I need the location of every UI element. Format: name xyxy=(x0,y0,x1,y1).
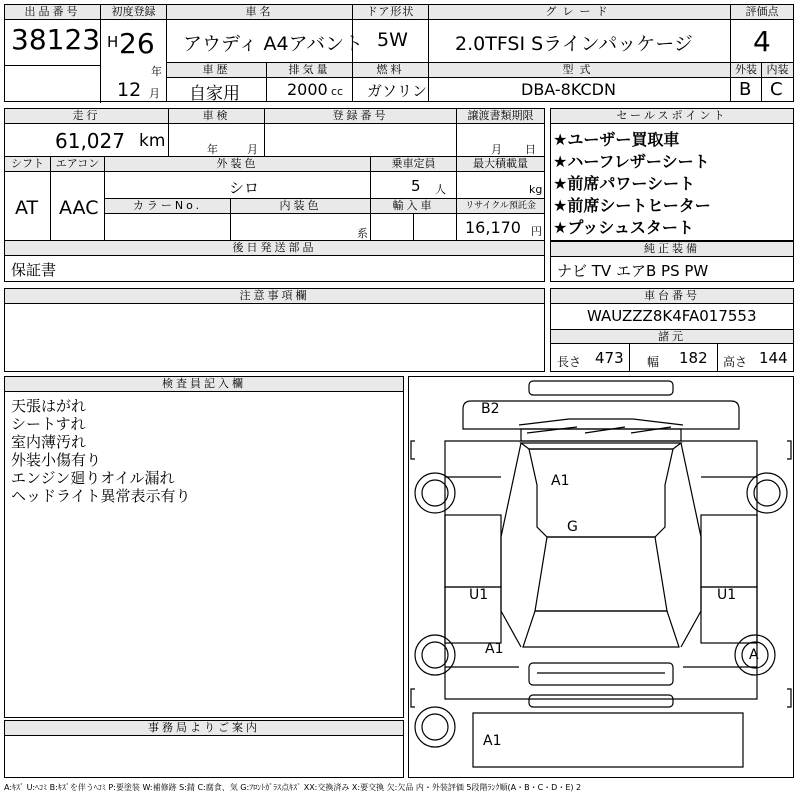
first-registration-label: 初度登録 xyxy=(101,5,166,20)
mileage-label: 走行 xyxy=(5,109,168,124)
chassis-number: WAUZZZ8K4FA017553 xyxy=(587,307,757,325)
car-diagram xyxy=(409,377,793,777)
recycle-cell xyxy=(457,199,544,241)
later-parts-label: 後日発送部品 xyxy=(5,241,544,256)
max-load-label: 最大積載量 xyxy=(457,157,544,172)
displacement-label: 排気量 xyxy=(267,63,352,78)
score: 4 xyxy=(753,25,771,58)
wiper-lines xyxy=(527,427,671,433)
mark-a1-roof: A1 xyxy=(551,473,570,489)
import-cell xyxy=(371,199,457,241)
sales-point-2: ★ハーフレザーシート xyxy=(553,152,710,171)
exterior-label: 外装 xyxy=(731,63,761,78)
displacement-unit: cc xyxy=(331,85,344,98)
score-label: 評価点 xyxy=(731,5,793,20)
left-pillar xyxy=(501,443,521,647)
recycle-fee: 16,170 xyxy=(465,218,521,237)
ac-cell xyxy=(51,157,105,241)
details-box xyxy=(4,108,545,282)
front-right-door xyxy=(701,515,757,587)
sales-point-3: ★前席パワーシート xyxy=(553,174,696,193)
inspector-note-1: 天張はがれ xyxy=(11,397,87,415)
sales-points-box xyxy=(550,108,794,241)
int-color-cell xyxy=(231,199,371,241)
exterior-grade: B xyxy=(739,79,752,100)
car-name: アウディ A4アバント xyxy=(183,33,364,55)
history-cell xyxy=(167,63,267,104)
right-pillar xyxy=(681,443,701,647)
transfer-deadline-label: 譲渡書類期限 xyxy=(457,109,544,124)
rear-left-wheel xyxy=(415,635,455,675)
lot-number-cell xyxy=(5,5,101,65)
max-load-unit: kg xyxy=(529,183,543,196)
fuel-label: 燃料 xyxy=(353,63,428,78)
mark-a1-bottom: A1 xyxy=(483,733,502,749)
shift-cell xyxy=(5,157,51,241)
reg-month: 12 xyxy=(117,79,142,101)
int-color-unit: 系 xyxy=(357,227,368,240)
brackets-top xyxy=(411,441,791,459)
inspection-cell xyxy=(169,109,265,157)
inspection-label: 車検 xyxy=(169,109,264,124)
caution-label: 注意事項欄 xyxy=(5,289,544,304)
vehicle-header xyxy=(4,4,794,102)
lot-blank-cell xyxy=(5,65,101,103)
mark-u1-left: U1 xyxy=(469,587,489,603)
car-name-cell xyxy=(167,5,364,63)
equipment-label: 純正装備 xyxy=(551,242,793,257)
ext-color-label: 外装色 xyxy=(105,157,370,172)
capacity-cell xyxy=(371,157,457,199)
mileage: 61,027 xyxy=(55,129,125,153)
capacity: 5 xyxy=(411,177,421,195)
shift-label: シフト xyxy=(5,157,50,172)
registration-number-label: 登録番号 xyxy=(265,109,456,124)
ext-color-cell xyxy=(105,157,371,199)
length-label: 長さ xyxy=(557,355,582,369)
grade-cell xyxy=(429,5,731,63)
interior-label: 内装 xyxy=(762,63,793,78)
legend: A:ｷｽﾞ U:ﾍｺﾐ B:ｷｽﾞを伴うﾍｺﾐ P:要塗装 W:補修跡 S:錆 C:腐食、気 G:ﾌﾛﾝﾄｶﾞﾗｽ点ｷｽﾞ XX:交換済み X:要交換 欠:欠品 内・外装評価 5段階ﾗﾝｸ順(A・B・C・D・E) 2 xyxy=(4,783,582,792)
chassis-box xyxy=(550,288,794,372)
hood-outline xyxy=(463,401,739,429)
model-cell xyxy=(429,63,731,101)
sales-point-4: ★前席シートヒーター xyxy=(553,196,711,215)
mark-a1-left: A1 xyxy=(485,641,504,657)
score-cell xyxy=(731,5,793,63)
front-bumper xyxy=(529,381,673,395)
shift: AT xyxy=(15,197,39,219)
car-diagram-box xyxy=(408,376,794,778)
specs-label: 諸元 xyxy=(551,329,793,344)
int-color-label: 内装色 xyxy=(231,199,370,214)
reg-month-unit: 月 xyxy=(149,87,160,100)
reg-year-unit: 年 xyxy=(151,65,162,78)
max-load-cell xyxy=(457,157,544,199)
car-name-label: 車名 xyxy=(167,5,352,20)
later-parts-cell xyxy=(5,241,544,281)
height: 144 xyxy=(759,349,788,367)
inspector-note-2: シートすれ xyxy=(11,415,86,433)
interior-grade: C xyxy=(770,79,783,100)
transfer-month-unit: 月 xyxy=(491,143,502,156)
capacity-unit: 人 xyxy=(435,183,446,196)
underbody xyxy=(473,713,743,767)
rear-roof xyxy=(535,537,667,611)
import-divider xyxy=(413,214,414,241)
mark-b2: B2 xyxy=(481,401,500,417)
windshield xyxy=(521,443,681,449)
recycle-label: リサイクル預託金 xyxy=(457,199,544,214)
history: 自家用 xyxy=(189,84,240,104)
inspector-note-4: 外装小傷有り xyxy=(11,451,102,469)
mileage-unit: km xyxy=(139,131,166,151)
office-box xyxy=(4,720,404,778)
caution-box xyxy=(4,288,545,372)
interior-grade-cell xyxy=(762,63,793,101)
front-left-wheel xyxy=(415,473,455,513)
inspector-box xyxy=(4,376,404,718)
later-parts: 保証書 xyxy=(11,261,57,279)
first-registration-cell xyxy=(101,5,167,101)
fuel-cell xyxy=(353,63,429,101)
chassis-label: 車台番号 xyxy=(551,289,793,304)
grade-label: グレード xyxy=(429,5,730,20)
ac-label: エアコン xyxy=(51,157,104,172)
transfer-deadline-cell xyxy=(457,109,544,157)
inspector-label: 検査員記入欄 xyxy=(5,377,403,392)
inspector-note-3: 室内薄汚れ xyxy=(11,433,87,451)
fuel: ガソリン xyxy=(367,82,428,100)
brackets-bottom xyxy=(411,689,791,707)
inspection-month-unit: 月 xyxy=(247,143,258,156)
windshield-top xyxy=(519,419,683,425)
mileage-cell xyxy=(5,109,169,157)
displacement: 2000 xyxy=(287,80,328,99)
specs-divider-1 xyxy=(629,344,630,371)
mark-a-right: A xyxy=(749,647,759,663)
spare-wheel xyxy=(415,707,455,747)
trunk xyxy=(529,663,673,685)
length: 473 xyxy=(595,349,624,367)
fender-lines xyxy=(445,477,757,667)
sales-point-1: ★ユーザー買取車 xyxy=(553,130,680,149)
reg-year: 26 xyxy=(119,27,155,60)
history-label: 車歴 xyxy=(167,63,266,78)
sales-point-5: ★プッシュスタート xyxy=(553,218,694,237)
mark-u1-right: U1 xyxy=(717,587,737,603)
width: 182 xyxy=(679,349,708,367)
color-no-label: カラーNo. xyxy=(105,199,230,214)
door-cell xyxy=(353,5,429,63)
roof-panel xyxy=(529,449,673,537)
front-right-wheel xyxy=(747,473,787,513)
lot-number-label: 出品番号 xyxy=(5,5,100,20)
width-label: 幅 xyxy=(647,355,660,369)
transfer-day-unit: 日 xyxy=(525,143,536,156)
sales-points-label: セールスポイント xyxy=(551,109,793,124)
model-label: 型式 xyxy=(429,63,730,78)
inspector-note-5: エンジン廻りオイル漏れ xyxy=(11,469,175,487)
model: DBA-8KCDN xyxy=(521,80,616,99)
inspection-year-unit: 年 xyxy=(207,143,218,156)
equipment: ナビ TV エアB PS PW xyxy=(557,262,709,280)
specs-divider-2 xyxy=(717,344,718,371)
capacity-label: 乗車定員 xyxy=(371,157,456,172)
rear-bumper xyxy=(529,695,673,707)
rear-window xyxy=(523,611,679,647)
equipment-box xyxy=(550,241,794,282)
office-label: 事務局よりご案内 xyxy=(5,721,403,736)
body-outer xyxy=(445,441,757,699)
mark-g: G xyxy=(567,519,578,535)
recycle-unit: 円 xyxy=(531,225,542,238)
grade: 2.0TFSI Sラインパッケージ xyxy=(455,33,693,55)
ac: AAC xyxy=(59,197,99,219)
door-label: ドア形状 xyxy=(353,5,428,20)
front-left-door xyxy=(445,515,501,587)
lot-number: 38123 xyxy=(11,23,101,56)
registration-number-cell xyxy=(265,109,457,157)
door-type: 5W xyxy=(377,29,408,51)
color-no-cell xyxy=(105,199,231,241)
displacement-cell xyxy=(267,63,353,101)
height-label: 高さ xyxy=(723,355,748,369)
era: H xyxy=(107,33,119,51)
inspector-note-6: ヘッドライト異常表示有り xyxy=(11,487,191,505)
ext-color: シロ xyxy=(229,179,260,197)
exterior-grade-cell xyxy=(731,63,762,101)
import-label: 輸入車 xyxy=(371,199,456,214)
